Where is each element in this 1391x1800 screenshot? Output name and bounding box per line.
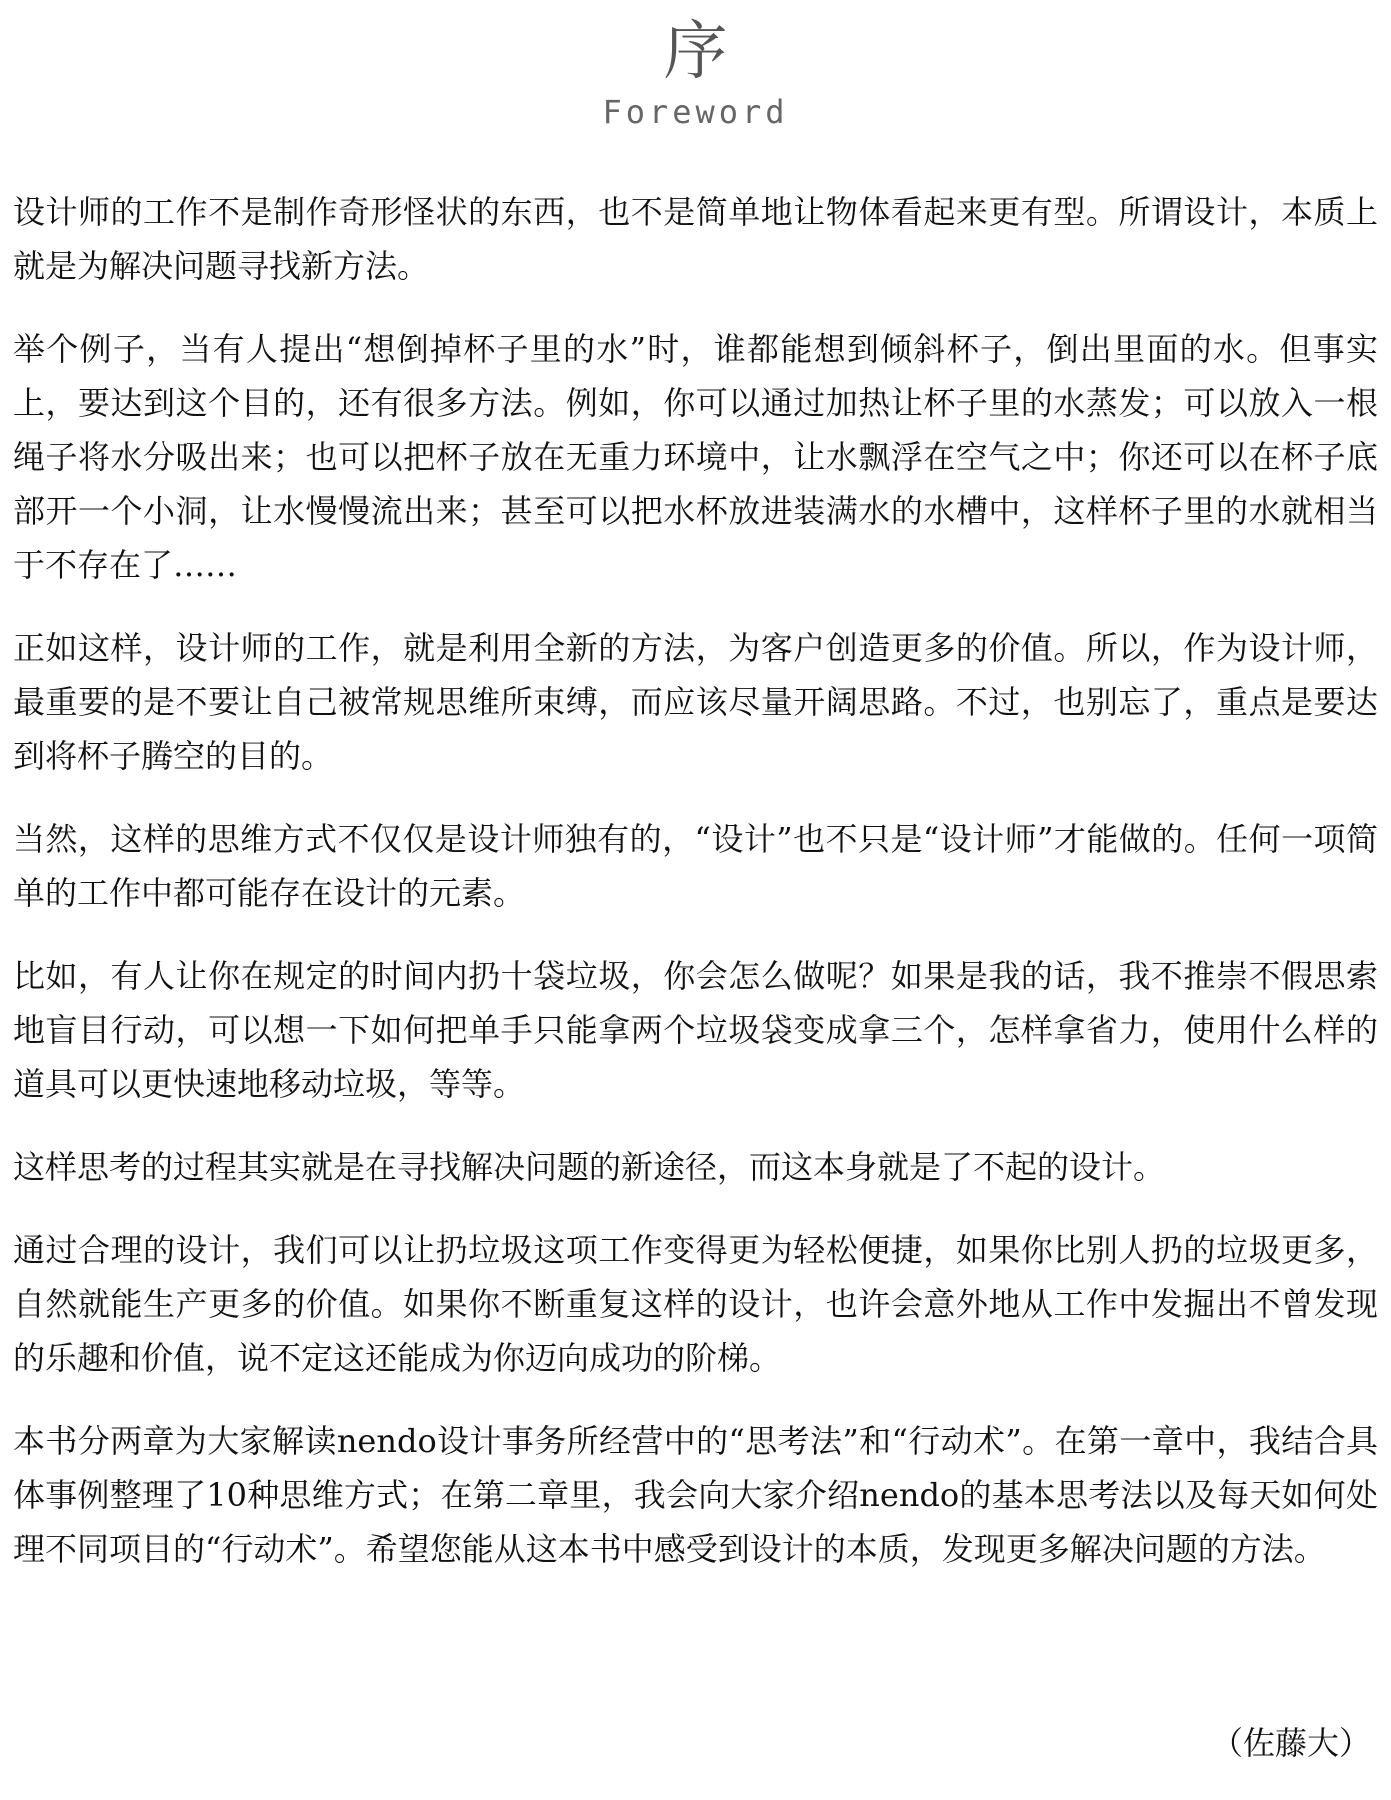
body-text <box>13 185 1378 1605</box>
paragraph-5: 比如，有人让你在规定的时间内扔十袋垃圾，你会怎么做呢？如果是我的话，我不推崇不假思索地盲目行动，可以想一下如何把单手只能拿两个垃圾袋变成拿三个，怎样拿省力，使用什么样的道具可以更快速地移动垃圾，等等。 <box>13 957 1378 1103</box>
page-subtitle: Foreword <box>602 93 789 131</box>
page-title: 序 <box>663 15 728 89</box>
paragraph-6: 这样思考的过程其实就是在寻找解决问题的新途径，而这本身就是了不起的设计。 <box>13 1148 1166 1186</box>
author-signature: （佐藤大） <box>1210 1724 1371 1762</box>
paragraph-3: 正如这样，设计师的工作，就是利用全新的方法，为客户创造更多的价值。所以，作为设计师，最重要的是不要让自己被常规思维所束缚，而应该尽量开阔思路。不过，也别忘了，重点是要达到将杯子腾空的目的。 <box>13 629 1378 775</box>
paragraph-4: 当然，这样的思维方式不仅仅是设计师独有的，“设计”也不只是“设计师”才能做的。任何一项简单的工作中都可能存在设计的元素。 <box>13 820 1378 912</box>
paragraph-2: 举个例子，当有人提出“想倒掉杯子里的水”时，谁都能想到倾斜杯子，倒出里面的水。但事实上，要达到这个目的，还有很多方法。例如，你可以通过加热让杯子里的水蒸发；可以放入一根绳子将水分吸出来；也可以把杯子放在无重力环境中，让水飘浮在空气之中；你还可以在杯子底部开一个小洞，让水慢慢流出来；甚至可以把水杯放进装满水的水槽中，这样杯子里的水就相当于不存在了…… <box>13 330 1378 584</box>
paragraph-8: 本书分两章为大家解读nendo设计事务所经营中的“思考法”和“行动术”。在第一章中，我结合具体事例整理了10种思维方式；在第二章里，我会向大家介绍nendo的基本思考法以及每天如何处理不同项目的“行动术”。希望您能从这本书中感受到设计的本质，发现更多解决问题的方法。 <box>13 1422 1378 1568</box>
paragraph-7: 通过合理的设计，我们可以让扔垃圾这项工作变得更为轻松便捷，如果你比别人扔的垃圾更多，自然就能生产更多的价值。如果你不断重复这样的设计，也许会意外地从工作中发掘出不曾发现的乐趣和价值，说不定这还能成为你迈向成功的阶梯。 <box>13 1231 1378 1377</box>
paragraph-1: 设计师的工作不是制作奇形怪状的东西，也不是简单地让物体看起来更有型。所谓设计，本质上就是为解决问题寻找新方法。 <box>13 193 1378 285</box>
